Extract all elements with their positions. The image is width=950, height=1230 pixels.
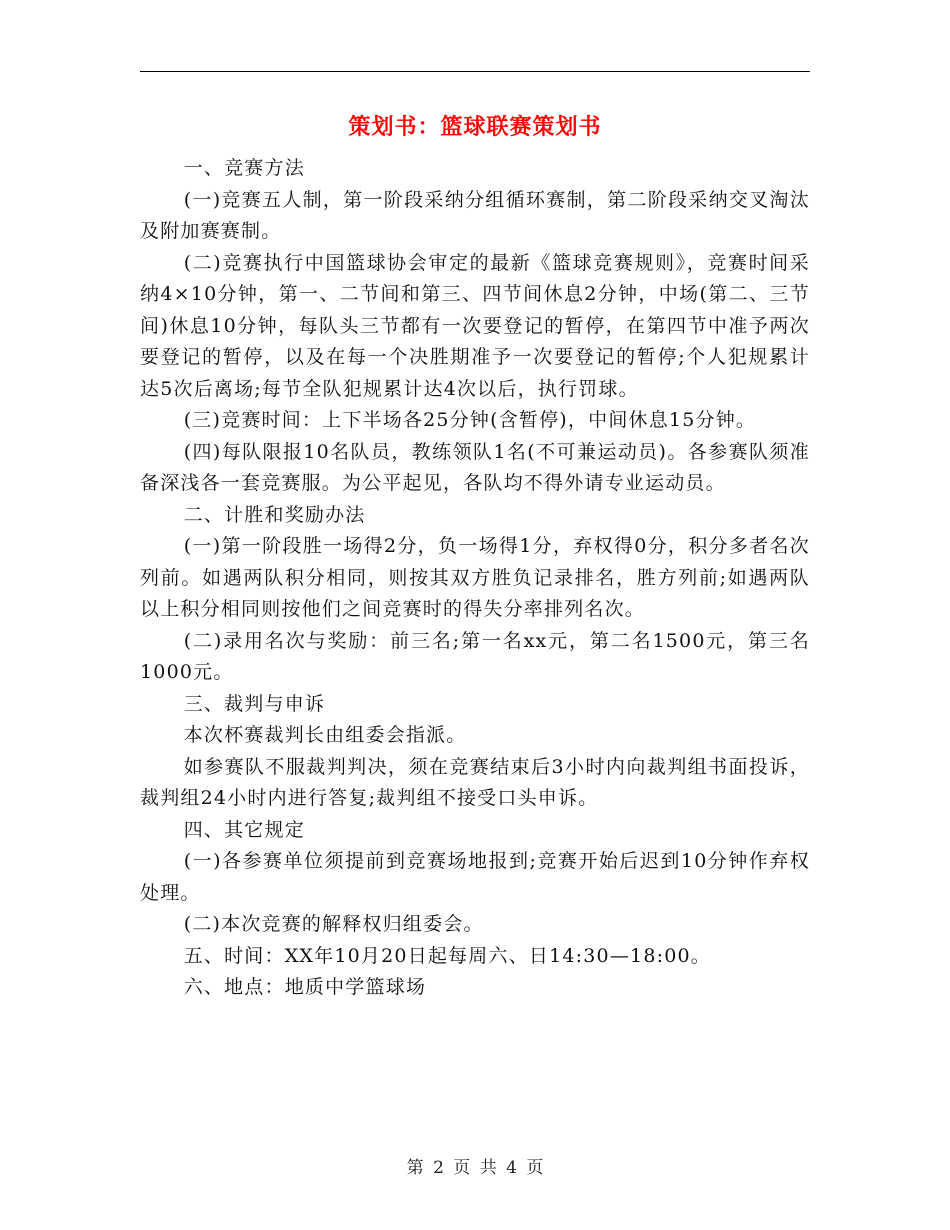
section-heading-location: 六、地点：地质中学篮球场 [183,976,427,998]
document-title: 策划书：篮球联赛策划书 [348,114,602,140]
header-rule [140,71,810,72]
paragraph-check-in: (一)各参赛单位须提前到竞赛场地报到;竞赛开始后迟到10分钟作弃权处理。 [140,850,810,904]
paragraph-chief-referee: 本次杯赛裁判长由组委会指派。 [183,724,467,746]
paragraph-rules: (二)竞赛执行中国篮球协会审定的最新《篮球竞赛规则》，竞赛时间采纳4×10分钟，第一、二节间和第三、四节间休息2分钟，中场(第二、三节间)休息10分钟，每队头三节都有一次要登记的暂停，在第四节中准予两次要登记的暂停，以及在每一个决胜期准予一次要登记的暂停;个人犯规累计达5次后离场;每节全队犯规累计达4次以后，执行罚球。 [140,251,810,400]
section-heading-competition-method: 一、竞赛方法 [183,157,305,179]
paragraph-interpretation: (二)本次竞赛的解释权归组委会。 [183,913,484,935]
paragraph-scoring: (一)第一阶段胜一场得2分，负一场得1分，弃权得0分，积分多者名次列前。如遇两队积分相同，则按其双方胜负记录排名，胜方列前;如遇两队以上积分相同则按他们之间竞赛时的得失分率排列名次。 [140,535,810,620]
section-heading-other-rules: 四、其它规定 [183,818,305,841]
paragraph-awards: (二)录用名次与奖励：前三名;第一名xx元，第二名1500元，第三名1000元。 [140,629,810,683]
paragraph-appeal: 如参赛队不服裁判判决，须在竞赛结束后3小时内向裁判组书面投诉，裁判组24小时内进行答复;裁判组不接受口头申诉。 [140,755,810,809]
document-body [140,153,810,1004]
section-heading-referee-appeal: 三、裁判与申诉 [183,692,326,715]
section-heading-time: 五、时间：XX年10月20日起每周六、日14:30—18:00。 [183,944,712,967]
section-heading-scoring-awards: 二、计胜和奖励办法 [183,503,366,526]
paragraph-roster: (四)每队限报10名队员，教练领队1名(不可兼运动员)。各参赛队须准备深浅各一套竞赛服。为公平起见，各队均不得外请专业运动员。 [140,440,810,494]
paragraph-match-time: (三)竞赛时间：上下半场各25分钟(含暂停)，中间休息15分钟。 [183,409,757,431]
page-number: 第 2 页 共 4 页 [406,1158,544,1178]
paragraph-format: (一)竞赛五人制，第一阶段采纳分组循环赛制，第二阶段采纳交叉淘汰及附加赛赛制。 [140,188,810,242]
